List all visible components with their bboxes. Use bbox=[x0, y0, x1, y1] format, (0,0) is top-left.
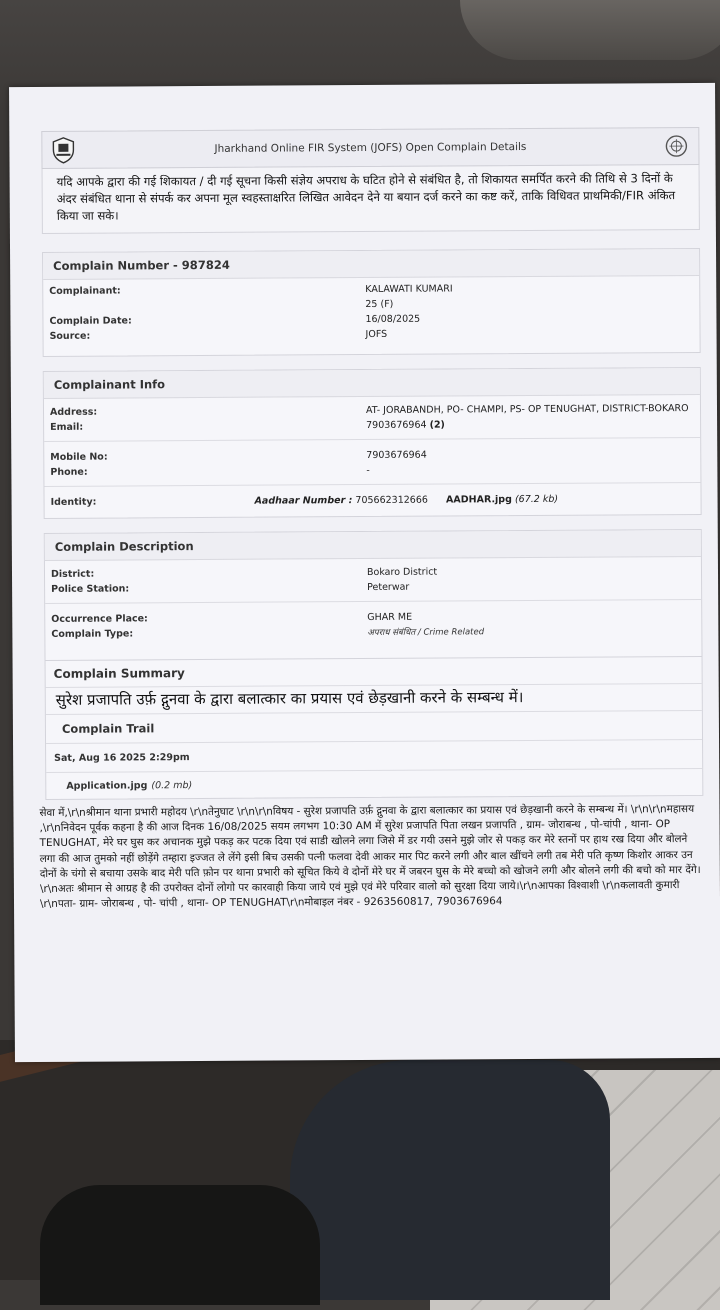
email-label: Email: bbox=[50, 421, 84, 433]
district-label: District: bbox=[50, 568, 95, 580]
aadhaar-label: Aadhaar Number : bbox=[254, 495, 353, 507]
trail-application-text: सेवा में,\r\nश्रीमान थाना प्रभारी महोदय \r\nतेनुघाट \r\n\r\nविषय - सुरेश प्रजापति उर्फ़ द्गुनवा के द्वारा बलात्कार का प्रयास एवं छेड़खानी करने के सम्बन्ध में। \r\n\r\nमहासय ,\r\nनिवेदन पूर्वक कहना है की आज दिनक 16/08/2025 सयम लगभग 10:30 AM में सुरेश प्रजापति पिता लखन प्रजापति , ग्राम- जोराबन्ध , पो-चांपी , थाना- OP TENUGHAT, मेरे घर घुस कर अचानक मुझे पकड़ कर पटक दिया एवं साडी खोलने लगा जिसे में डर गयी उसने मुझे जोर से पकड़ कर मेरे स्तनों पर हाथ रख दिया और बोलने लगा की आज तुमको नहीं छोड़ेंगे तम्हारा इज्जत ले लेंगे इसी बिच उसकी पत्नी फलवा देवी आकर मार पिट करने लगी और बाल खींचने लगी तब मेरी पति कृष्ण किशोर आकर उन दोनों के चंगो से बचाया उसके बाद मेरी पति फ़ोन पर थाना प्रभारी को सूचित किये वे दोनों मेरे घर में जबरन घुस के मेरे बच्चो को खोजने लगी और बोलने लगी की बचो को मार देंगे। \r\nअतः श्रीमान से आग्रह है की उपरोक्त दोनों लोगो पर कारवाही किया जाये एवं मुझे एवं मेरे परिवार वालो को सुरक्षा दिया जाये।\r\nआपका विश्वाशी \r\nकलावती कुमारी \r\nपता- ग्राम- जोराबन्ध , पो- चांपी , थाना- OP TENUGHAT\r\nमोबाइल नंबर - 9263560817, 7903676964 bbox=[39, 802, 701, 911]
mobile-value: 7903676964 bbox=[366, 449, 427, 461]
email-number: 7903676964 bbox=[366, 419, 427, 431]
mobile-label: Mobile No: bbox=[50, 451, 108, 463]
district-value: Bokaro District bbox=[366, 566, 438, 578]
aadhaar-file-link[interactable]: AADHAR.jpg bbox=[446, 494, 512, 506]
police-station-value: Peterwar bbox=[367, 581, 410, 593]
aadhaar-info bbox=[255, 494, 559, 507]
phone-value: - bbox=[366, 464, 370, 476]
notice-text: यदि आपके द्वारा की गई शिकायत / दी गई सूचना किसी संज्ञेय अपराध के घटित होने से संबंधित है, तो शिकायत समर्पित करने की तिथि से 3 दिनों के अंदर संबंधित थाना से संपर्क कर अपना मूल स्वहस्ताक्षरित लिखित आवेदन देने या बयान दर्ज करने का कष्ट करें, ताकि विधिवत प्राथमिकी/FIR अंकित किया जा सके। bbox=[42, 165, 700, 234]
email-count: (2) bbox=[429, 419, 445, 431]
email-value bbox=[366, 420, 445, 431]
trouser-leg bbox=[290, 1060, 610, 1300]
complainant-info-section bbox=[43, 367, 702, 519]
complain-description-heading: Complain Description bbox=[45, 530, 701, 561]
identity-label: Identity: bbox=[50, 496, 97, 508]
address-label: Address: bbox=[49, 406, 98, 418]
complain-description-section bbox=[44, 529, 704, 800]
application-file-link[interactable]: Application.jpg bbox=[66, 779, 148, 792]
complain-number-heading: Complain Number - 987824 bbox=[43, 249, 699, 280]
source-value: JOFS bbox=[365, 328, 388, 340]
aadhaar-file-size: (67.2 kb) bbox=[514, 493, 559, 506]
complain-summary-heading: Complain Summary bbox=[46, 656, 702, 687]
application-file-size: (0.2 mb) bbox=[151, 779, 193, 791]
aadhaar-number: 705662312666 bbox=[355, 494, 428, 507]
complain-date-value: 16/08/2025 bbox=[365, 313, 421, 325]
trail-attachment bbox=[46, 769, 702, 799]
state-seal-icon bbox=[664, 134, 688, 158]
complainant-age: 25 (F) bbox=[365, 298, 394, 310]
shoe bbox=[40, 1185, 320, 1305]
complain-number-section bbox=[42, 248, 701, 357]
complain-summary-text: सुरेश प्रजापति उर्फ़ द्गुनवा के द्वारा बलात्कार का प्रयास एवं छेड़खानी करने के सम्बन्ध में। bbox=[46, 683, 702, 715]
complain-type-value: अपराध संबंधित / Crime Related bbox=[367, 627, 485, 638]
occurrence-place-label: Occurrence Place: bbox=[51, 613, 148, 625]
complainant-name: KALAWATI KUMARI bbox=[365, 283, 453, 295]
complain-date-label: Complain Date: bbox=[49, 315, 132, 327]
source-label: Source: bbox=[49, 330, 91, 342]
trail-date: Sat, Aug 16 2025 2:29pm bbox=[46, 740, 702, 773]
complainant-label: Complainant: bbox=[49, 285, 121, 297]
document-content bbox=[41, 127, 704, 912]
phone-label: Phone: bbox=[50, 466, 88, 478]
complain-type-label: Complain Type: bbox=[51, 628, 134, 640]
complainant-info-heading: Complainant Info bbox=[44, 368, 700, 399]
jharkhand-police-emblem-icon bbox=[50, 136, 76, 164]
printed-document bbox=[9, 83, 720, 1062]
police-station-label: Police Station: bbox=[51, 583, 130, 595]
complain-trail-heading: Complain Trail bbox=[46, 711, 702, 744]
header-title: Jharkhand Online FIR System (JOFS) Open Complain Details bbox=[214, 141, 527, 155]
document-header bbox=[41, 127, 699, 169]
address-value: AT- JORABANDH, PO- CHAMPI, PS- OP TENUGHAT, DISTRICT-BOKARO bbox=[365, 403, 689, 416]
occurrence-place-value: GHAR ME bbox=[367, 611, 413, 623]
helmet-object bbox=[460, 0, 720, 60]
